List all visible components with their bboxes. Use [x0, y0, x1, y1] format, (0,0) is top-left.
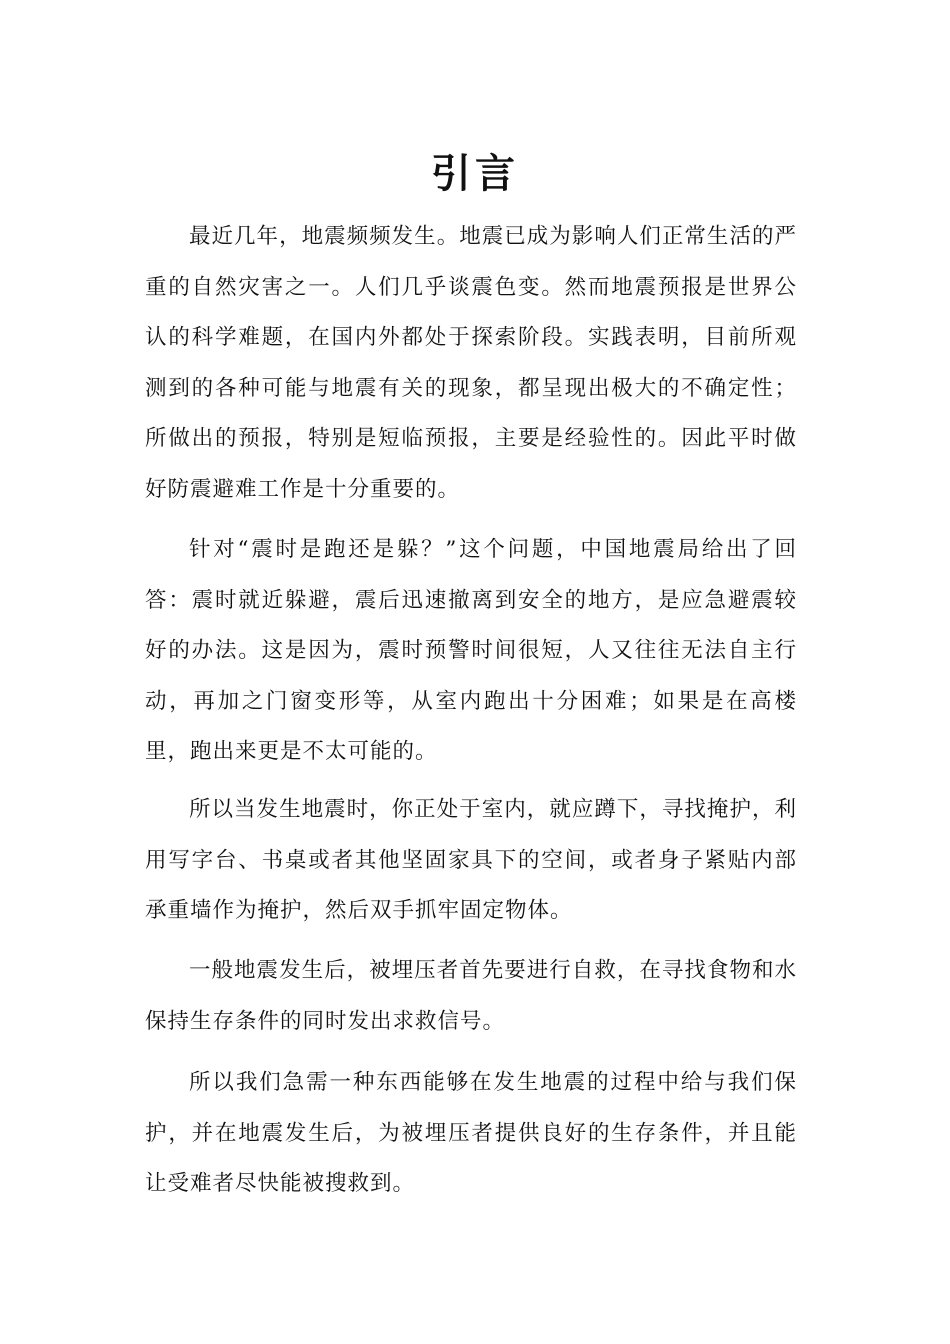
paragraph-4: 一般地震发生后，被埋压者首先要进行自救，在寻找食物和水保持生存条件的同时发出求救信号。 [145, 958, 797, 1034]
paragraph-2: 针对“震时是跑还是躲？”这个问题，中国地震局给出了回答：震时就近躲避，震后迅速撤离到安全的地方，是应急避震较好的办法。这是因为，震时预警时间很短，人又往往无法自主行动，再加之门窗变形等，从室内跑出十分困难；如果是在高楼里，跑出来更是不太可能的。 [145, 537, 797, 764]
page-title: 引言 [431, 150, 519, 197]
paragraph-5: 所以我们急需一种东西能够在发生地震的过程中给与我们保护，并在地震发生后，为被埋压者提供良好的生存条件，并且能让受难者尽快能被搜救到。 [145, 1070, 797, 1196]
paragraph-1: 最近几年，地震频频发生。地震已成为影响人们正常生活的严重的自然灾害之一。人们几乎谈震色变。然而地震预报是世界公认的科学难题，在国内外都处于探索阶段。实践表明，目前所观测到的各种可能与地震有关的现象，都呈现出极大的不确定性；所做出的预报，特别是短临预报，主要是经验性的。因此平时做好防震避难工作是十分重要的。 [145, 224, 797, 502]
paragraph-3: 所以当发生地震时，你正处于室内，就应蹲下，寻找掩护，利用写字台、书桌或者其他坚固家具下的空间，或者身子紧贴内部承重墙作为掩护，然后双手抓牢固定物体。 [145, 797, 797, 923]
